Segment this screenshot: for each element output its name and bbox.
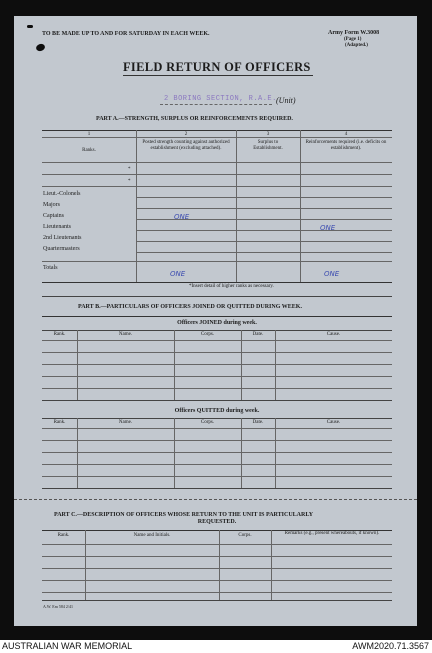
form-name: Army Form W.3008 [328,30,380,36]
totals-reinforcements-value: ONE [324,270,340,278]
part-a-heading: PART A.—STRENGTH, SURPLUS OR REINFORCEMENTS REQUIRED. [96,116,293,122]
rank-captains: Captains [43,213,64,219]
part-c-heading-line2: REQUESTED. [197,519,237,525]
totals-posted-value: ONE [170,270,186,278]
surplus-header: Surplus to Establishment. [253,140,283,151]
col-number: 2 [184,132,188,137]
asterisk-marker: * [128,179,131,184]
part-c-heading-line1: PART C.—DESCRIPTION OF OFFICERS WHOSE RETURN TO THE UNIT IS PARTICULARLY [54,512,314,518]
totals-label: Totals [43,265,58,271]
col-number: 4 [344,132,348,137]
reinforcements-header: Reinforcements required (i.e. deficits on establishment). [305,140,387,151]
rank-2nd-lieutenants: 2nd Lieutenants [43,235,82,241]
perforation-line [14,499,417,500]
rank-lieut-colonels: Lieut.-Colonels [43,191,81,197]
unit-label: (Unit) [276,96,296,105]
form-paper [14,16,417,626]
joined-col-rank: Rank. [53,332,66,337]
punch-hole [27,25,33,28]
col-number: 1 [87,132,91,137]
form-page: (Page 1) [344,37,362,42]
rank-quartermasters: Quartermasters [43,246,80,252]
part-c-col-name: Name and Initials. [133,533,171,538]
ranks-header: Ranks. [82,148,96,153]
form-title: FIELD RETURN OF OFFICERS [123,60,311,74]
asterisk-marker: * [128,167,131,172]
unit-stamp: 2 BORING SECTION, R.A.E. [164,95,277,103]
quitted-title: Officers QUITTED during week. [174,408,260,414]
joined-col-cause: Cause. [326,332,341,337]
col-number: 3 [266,132,270,137]
joined-col-name: Name. [118,332,133,337]
archive-name: AUSTRALIAN WAR MEMORIAL [2,641,133,651]
part-c-col-corps: Corps. [238,533,252,538]
joined-title: Officers JOINED during week. [177,320,257,326]
punch-hole [35,43,46,53]
quitted-col-date: Date. [252,420,264,425]
posted-strength-header: Posted strength counting against authorized establishment (excluding attached). [142,140,230,151]
part-c-col-rank: Rank. [57,533,70,538]
quitted-col-cause: Cause. [326,420,341,425]
archive-caption-bar [0,640,432,653]
joined-col-date: Date. [252,332,264,337]
archive-accession-number: AWM2020.71.3567 [352,641,429,651]
quitted-col-rank: Rank. [53,420,66,425]
captains-posted-value: ONE [174,213,190,221]
part-c-col-remarks: Remarks (e.g., present whereabouts, if known). [284,531,380,536]
lieutenants-reinforcements-value: ONE [320,224,336,232]
print-code: A.W. Em 584 2/41 [43,604,73,609]
quitted-col-name: Name. [118,420,133,425]
joined-col-corps: Corps. [200,332,215,337]
form-adapted: (Adapted.) [345,43,368,48]
top-note: TO BE MADE UP TO AND FOR SATURDAY IN EACH WEEK. [42,31,210,37]
rank-majors: Majors [43,202,60,208]
part-b-heading: PART B.—PARTICULARS OF OFFICERS JOINED OR QUITTED DURING WEEK. [78,304,302,310]
part-a-footnote: *Insert detail of higher ranks as necessary. [189,284,274,289]
rank-lieutenants: Lieutenants [43,224,71,230]
quitted-col-corps: Corps. [200,420,215,425]
